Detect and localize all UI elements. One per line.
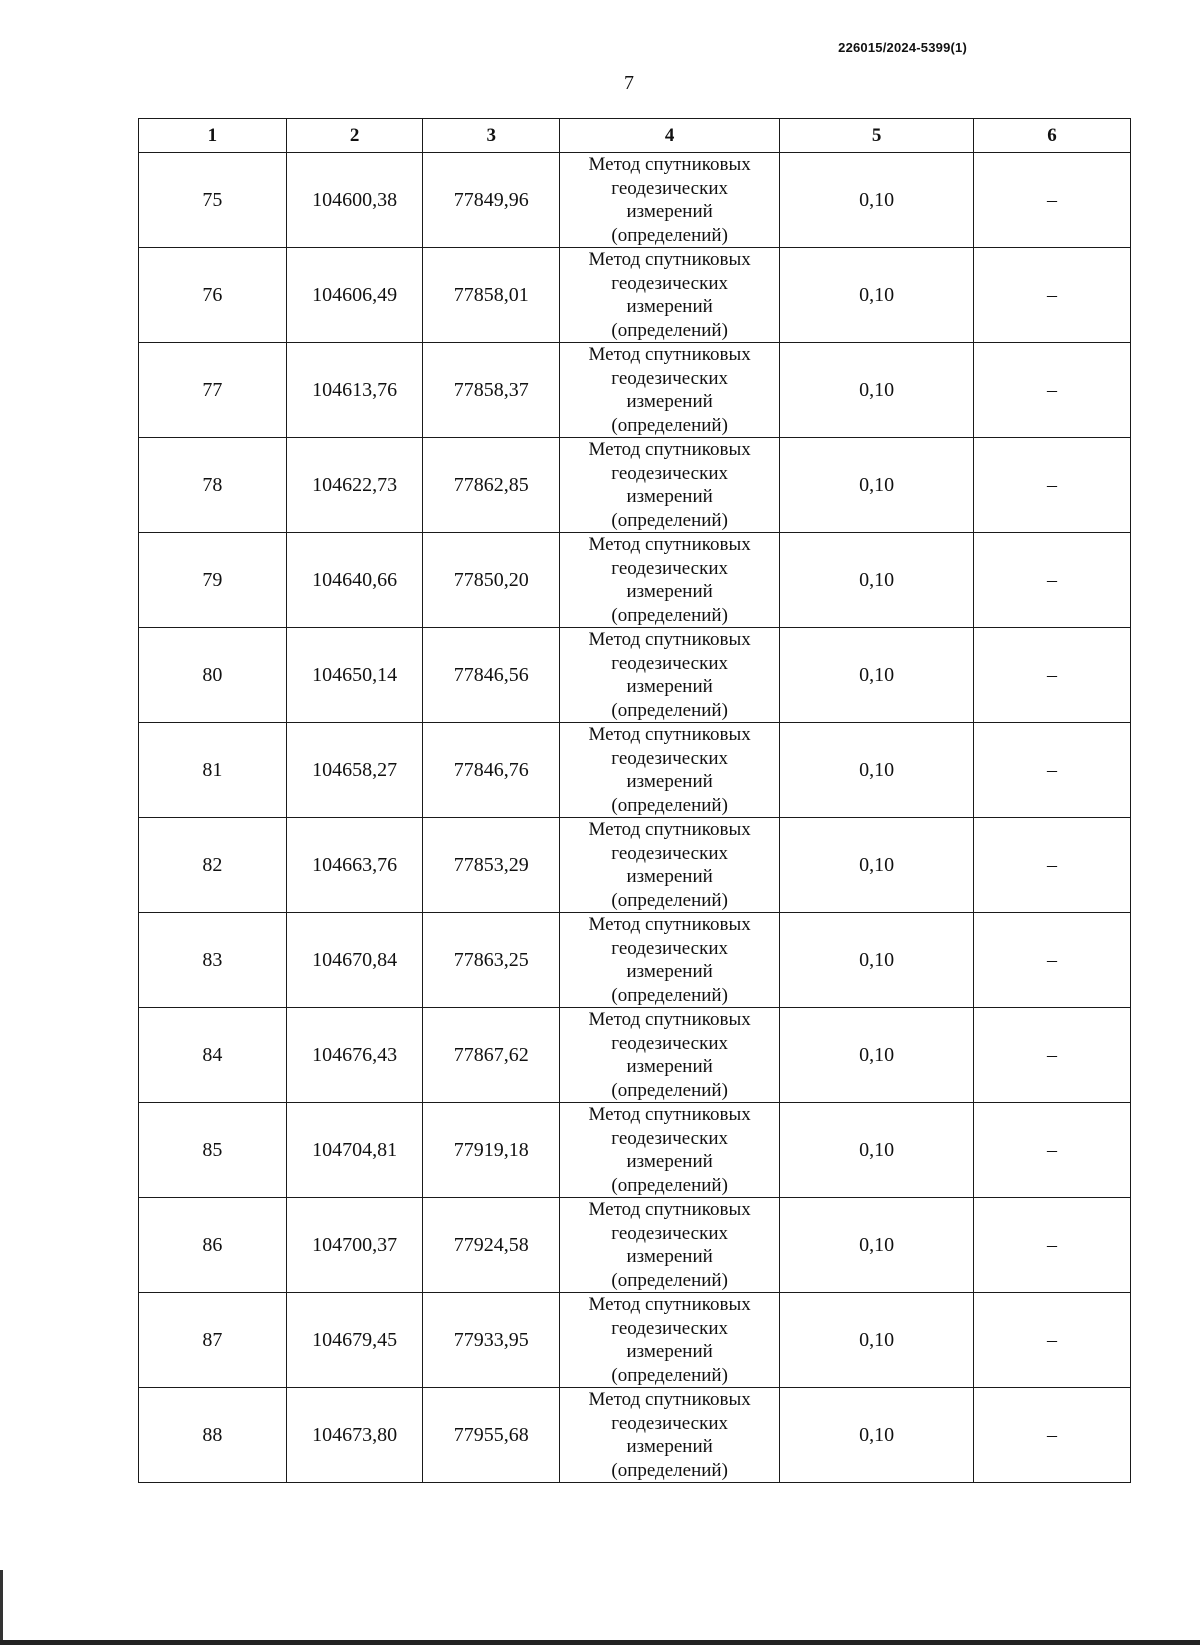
note-cell: – xyxy=(973,153,1130,248)
method-line: (определений) xyxy=(611,1079,728,1101)
note-cell: – xyxy=(973,1103,1130,1198)
method-line: измерений xyxy=(626,771,713,792)
coordinate-y-cell: 77850,20 xyxy=(423,533,560,628)
method-line: измерений xyxy=(626,866,713,887)
method-line: геодезических xyxy=(611,1222,729,1244)
table-row xyxy=(139,1198,1131,1293)
method-line: геодезических xyxy=(611,937,729,959)
method-line: измерений xyxy=(626,581,713,602)
method-line: измерений xyxy=(626,1151,713,1172)
method-cell xyxy=(560,153,780,248)
point-number-cell: 79 xyxy=(139,533,287,628)
note-cell: – xyxy=(973,533,1130,628)
method-cell xyxy=(560,438,780,533)
method-line: измерений xyxy=(626,391,713,412)
table-row xyxy=(139,438,1131,533)
method-line: Метод спутниковых xyxy=(588,1104,751,1125)
coordinate-x-cell: 104650,14 xyxy=(286,628,423,723)
note-cell: – xyxy=(973,723,1130,818)
note-cell: – xyxy=(973,438,1130,533)
method-cell xyxy=(560,1293,780,1388)
table-row xyxy=(139,1293,1131,1388)
table-row xyxy=(139,1008,1131,1103)
method-line: (определений) xyxy=(611,319,728,341)
coordinate-y-cell: 77933,95 xyxy=(423,1293,560,1388)
table-row xyxy=(139,1388,1131,1483)
column-header: 1 xyxy=(139,119,287,153)
method-line: Метод спутниковых xyxy=(588,1009,751,1030)
method-line: геодезических xyxy=(611,1032,729,1054)
method-line: Метод спутниковых xyxy=(588,914,751,935)
accuracy-cell: 0,10 xyxy=(780,153,974,248)
table-row xyxy=(139,818,1131,913)
method-cell xyxy=(560,1198,780,1293)
method-line: измерений xyxy=(626,1246,713,1267)
coordinate-y-cell: 77849,96 xyxy=(423,153,560,248)
accuracy-cell: 0,10 xyxy=(780,438,974,533)
column-header: 4 xyxy=(560,119,780,153)
table-body xyxy=(139,153,1131,1483)
method-line: измерений xyxy=(626,201,713,222)
coordinate-x-cell: 104673,80 xyxy=(286,1388,423,1483)
method-line: Метод спутниковых xyxy=(588,724,751,745)
method-line: измерений xyxy=(626,1056,713,1077)
method-line: Метод спутниковых xyxy=(588,344,751,365)
coordinate-y-cell: 77846,56 xyxy=(423,628,560,723)
method-line: геодезических xyxy=(611,367,729,389)
coordinate-y-cell: 77846,76 xyxy=(423,723,560,818)
accuracy-cell: 0,10 xyxy=(780,723,974,818)
coordinate-x-cell: 104676,43 xyxy=(286,1008,423,1103)
coordinate-y-cell: 77863,25 xyxy=(423,913,560,1008)
method-line: геодезических xyxy=(611,747,729,769)
method-line: геодезических xyxy=(611,272,729,294)
method-cell xyxy=(560,248,780,343)
coordinate-x-cell: 104670,84 xyxy=(286,913,423,1008)
coordinate-x-cell: 104640,66 xyxy=(286,533,423,628)
method-line: измерений xyxy=(626,296,713,317)
coordinate-y-cell: 77853,29 xyxy=(423,818,560,913)
page-number: 7 xyxy=(624,72,634,94)
note-cell: – xyxy=(973,818,1130,913)
method-line: (определений) xyxy=(611,604,728,626)
method-line: геодезических xyxy=(611,842,729,864)
column-header: 6 xyxy=(973,119,1130,153)
method-line: геодезических xyxy=(611,1412,729,1434)
accuracy-cell: 0,10 xyxy=(780,1388,974,1483)
coordinate-y-cell: 77867,62 xyxy=(423,1008,560,1103)
table-row xyxy=(139,248,1131,343)
point-number-cell: 75 xyxy=(139,153,287,248)
coordinate-x-cell: 104600,38 xyxy=(286,153,423,248)
method-line: (определений) xyxy=(611,699,728,721)
method-cell xyxy=(560,533,780,628)
point-number-cell: 82 xyxy=(139,818,287,913)
note-cell: – xyxy=(973,1198,1130,1293)
coordinate-y-cell: 77924,58 xyxy=(423,1198,560,1293)
column-header: 5 xyxy=(780,119,974,153)
method-line: Метод спутниковых xyxy=(588,154,751,175)
coordinate-x-cell: 104700,37 xyxy=(286,1198,423,1293)
accuracy-cell: 0,10 xyxy=(780,343,974,438)
method-line: измерений xyxy=(626,676,713,697)
coordinate-x-cell: 104606,49 xyxy=(286,248,423,343)
table-row xyxy=(139,533,1131,628)
note-cell: – xyxy=(973,248,1130,343)
method-cell xyxy=(560,723,780,818)
coordinate-x-cell: 104679,45 xyxy=(286,1293,423,1388)
accuracy-cell: 0,10 xyxy=(780,818,974,913)
note-cell: – xyxy=(973,1293,1130,1388)
point-number-cell: 83 xyxy=(139,913,287,1008)
method-cell xyxy=(560,628,780,723)
table-row xyxy=(139,343,1131,438)
table-row xyxy=(139,1103,1131,1198)
method-cell xyxy=(560,913,780,1008)
method-line: геодезических xyxy=(611,177,729,199)
point-number-cell: 80 xyxy=(139,628,287,723)
accuracy-cell: 0,10 xyxy=(780,1103,974,1198)
note-cell: – xyxy=(973,628,1130,723)
method-line: Метод спутниковых xyxy=(588,629,751,650)
accuracy-cell: 0,10 xyxy=(780,628,974,723)
method-line: Метод спутниковых xyxy=(588,249,751,270)
column-header: 2 xyxy=(286,119,423,153)
method-line: (определений) xyxy=(611,889,728,911)
method-line: измерений xyxy=(626,1436,713,1457)
accuracy-cell: 0,10 xyxy=(780,913,974,1008)
accuracy-cell: 0,10 xyxy=(780,1198,974,1293)
coordinates-table xyxy=(138,118,1131,1483)
coordinate-y-cell: 77858,01 xyxy=(423,248,560,343)
method-line: геодезических xyxy=(611,1317,729,1339)
method-line: геодезических xyxy=(611,557,729,579)
note-cell: – xyxy=(973,913,1130,1008)
method-line: измерений xyxy=(626,486,713,507)
method-line: (определений) xyxy=(611,414,728,436)
method-line: Метод спутниковых xyxy=(588,819,751,840)
method-line: измерений xyxy=(626,1341,713,1362)
point-number-cell: 78 xyxy=(139,438,287,533)
method-line: Метод спутниковых xyxy=(588,439,751,460)
method-cell xyxy=(560,818,780,913)
column-header: 3 xyxy=(423,119,560,153)
coordinate-x-cell: 104622,73 xyxy=(286,438,423,533)
point-number-cell: 86 xyxy=(139,1198,287,1293)
method-line: измерений xyxy=(626,961,713,982)
accuracy-cell: 0,10 xyxy=(780,533,974,628)
point-number-cell: 87 xyxy=(139,1293,287,1388)
document-id: 226015/2024-5399(1) xyxy=(838,40,967,55)
accuracy-cell: 0,10 xyxy=(780,1293,974,1388)
coordinate-x-cell: 104658,27 xyxy=(286,723,423,818)
point-number-cell: 84 xyxy=(139,1008,287,1103)
method-cell xyxy=(560,1103,780,1198)
method-cell xyxy=(560,343,780,438)
coordinate-y-cell: 77919,18 xyxy=(423,1103,560,1198)
method-line: Метод спутниковых xyxy=(588,1389,751,1410)
coordinate-x-cell: 104704,81 xyxy=(286,1103,423,1198)
method-cell xyxy=(560,1388,780,1483)
method-line: (определений) xyxy=(611,1459,728,1481)
method-line: Метод спутниковых xyxy=(588,1294,751,1315)
method-line: геодезических xyxy=(611,462,729,484)
method-line: (определений) xyxy=(611,984,728,1006)
note-cell: – xyxy=(973,1008,1130,1103)
point-number-cell: 88 xyxy=(139,1388,287,1483)
note-cell: – xyxy=(973,343,1130,438)
coordinate-y-cell: 77955,68 xyxy=(423,1388,560,1483)
method-line: Метод спутниковых xyxy=(588,534,751,555)
point-number-cell: 77 xyxy=(139,343,287,438)
method-cell xyxy=(560,1008,780,1103)
table-row xyxy=(139,723,1131,818)
table-row xyxy=(139,153,1131,248)
coordinate-y-cell: 77858,37 xyxy=(423,343,560,438)
point-number-cell: 85 xyxy=(139,1103,287,1198)
coordinate-x-cell: 104663,76 xyxy=(286,818,423,913)
accuracy-cell: 0,10 xyxy=(780,248,974,343)
method-line: Метод спутниковых xyxy=(588,1199,751,1220)
scan-edge-mark xyxy=(0,1570,3,1645)
point-number-cell: 81 xyxy=(139,723,287,818)
method-line: геодезических xyxy=(611,652,729,674)
method-line: (определений) xyxy=(611,509,728,531)
method-line: (определений) xyxy=(611,224,728,246)
coordinate-x-cell: 104613,76 xyxy=(286,343,423,438)
scan-bottom-border xyxy=(0,1640,1200,1645)
method-line: геодезических xyxy=(611,1127,729,1149)
table-row xyxy=(139,913,1131,1008)
table-header-row xyxy=(139,119,1131,153)
accuracy-cell: 0,10 xyxy=(780,1008,974,1103)
method-line: (определений) xyxy=(611,1174,728,1196)
coordinate-y-cell: 77862,85 xyxy=(423,438,560,533)
table-row xyxy=(139,628,1131,723)
method-line: (определений) xyxy=(611,794,728,816)
point-number-cell: 76 xyxy=(139,248,287,343)
note-cell: – xyxy=(973,1388,1130,1483)
method-line: (определений) xyxy=(611,1269,728,1291)
method-line: (определений) xyxy=(611,1364,728,1386)
